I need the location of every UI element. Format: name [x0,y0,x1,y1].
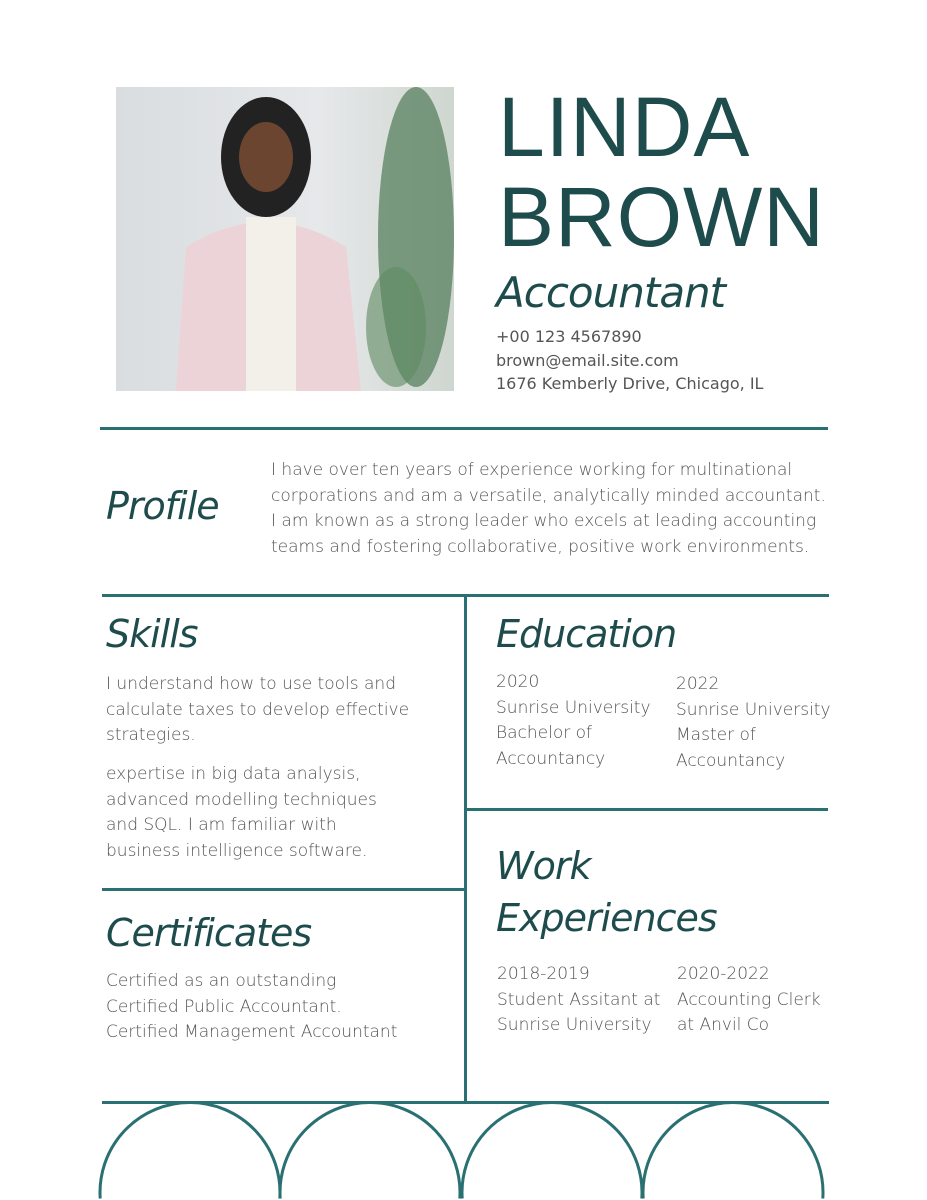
divider-vertical [464,596,467,1102]
text-line: advanced modelling techniques [106,789,377,810]
decorative-circle [100,1103,280,1199]
certificates-text [106,969,397,1046]
decorative-circle [462,1103,642,1199]
divider [467,808,828,811]
heading-line: Work [496,844,591,888]
text-line: expertise in big data analysis, [106,764,361,784]
text-line: Certified Management Accountant [106,1022,398,1042]
text-line: Accounting Clerk [677,989,821,1010]
text-line: I have over ten years of experience working for multinational [271,460,793,480]
divider [102,888,465,891]
text-line: corporations and am a versatile, analytically minded accountant. [271,485,826,506]
skills-heading: Skills [106,612,198,656]
text-line: calculate taxes to develop effective [106,699,410,720]
last-name: BROWN [498,170,825,264]
certificates-heading: Certificates [106,911,312,955]
contact-info [496,325,763,396]
text-line: Certified as an outstanding [106,971,337,991]
text-line: strategies. [106,725,196,745]
address: 1676 Kemberly Drive, Chicago, IL [496,374,764,393]
education-year: 2020 [496,672,540,692]
text-line: Bachelor of [496,723,593,743]
education-year: 2022 [676,674,720,694]
work-item [497,962,660,1039]
portrait-image [116,87,454,391]
text-line: I am known as a strong leader who excels at leading accounting [271,511,817,531]
decorative-circle [280,1103,460,1199]
skills-text-1 [106,672,409,749]
text-line: Certified Public Accountant. [106,996,342,1017]
first-name: LINDA [498,80,751,174]
text-line: Sunrise University [496,697,651,718]
profile-heading: Profile [106,484,219,528]
work-item [677,962,821,1039]
text-line: Sunrise University [497,1015,652,1035]
text-line: teams and fostering collaborative, positive work environments. [271,536,810,557]
education-heading: Education [496,612,677,656]
text-line: at Anvil Co [677,1015,770,1035]
text-line: Sunrise University [676,699,831,720]
heading-line: Experiences [496,896,717,940]
work-years: 2020-2022 [677,964,770,984]
decorative-circle [643,1103,823,1199]
text-line: Student Assitant at [497,989,661,1010]
text-line: business intelligence software. [106,840,368,861]
education-item [676,672,831,774]
decorative-circles [0,1100,927,1200]
text-line: and SQL. I am familiar with [106,815,337,835]
profile-text [271,458,826,560]
text-line: Accountancy [676,750,786,771]
phone: +00 123 4567890 [496,327,642,346]
text-line: Master of [676,725,756,745]
text-line: Accountancy [496,748,606,769]
email: brown@email.site.com [496,350,679,370]
job-title: Accountant [496,268,726,317]
profile-photo [116,87,454,391]
divider [100,427,828,430]
text-line: I understand how to use tools and [106,674,396,694]
work-heading [496,840,717,944]
work-years: 2018-2019 [497,964,590,984]
skills-text-2 [106,762,377,864]
education-item [496,670,651,772]
